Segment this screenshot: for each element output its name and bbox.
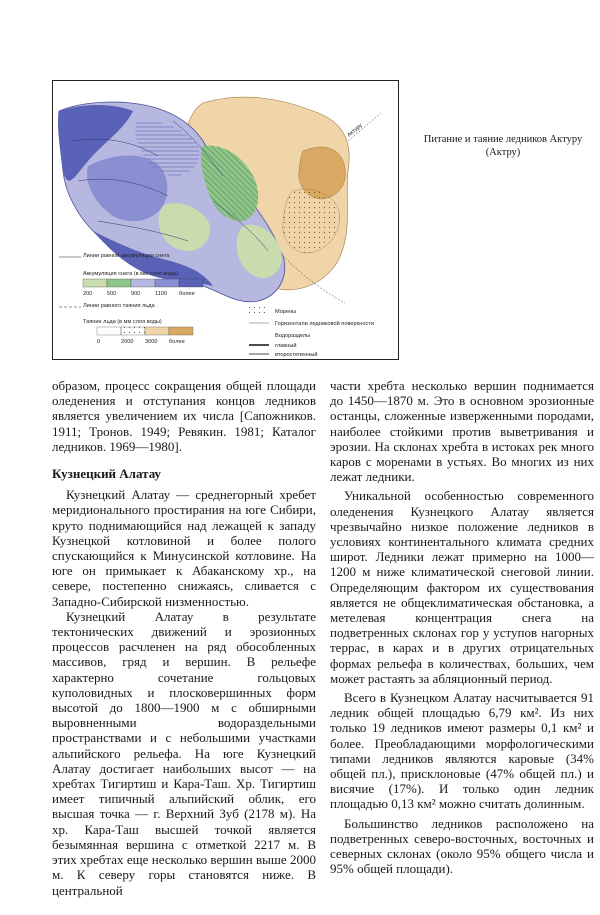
right-column — [330, 378, 594, 877]
melt-value-1: 0 — [97, 339, 101, 345]
left-paragraph-2: Кузнецкий Алатау в результате тектонических движений и эрозионных процессов расчленен на ряд обособленных массивов, гряд и вершин. В рельефе характерно сочетание гольцовых куполовидных и плосковершинных форм высотой до 1800—1900 м с обширными выровненными водораздельными пространствами и с небольшими участками альпийского рельефа. На юге Кузнецкий Алатау достигает наибольших высот — на хребтах Тигиртиш и Кара-Таш. Хр. Тигиртиш имеет типичный альпийский облик, его высшая точка — г. Верхний Зуб (2178 м). На хр. Кара-Таш высшей точкой является безымянная вершина с отметкой 2217 м. В этих хребтах еще несколько вершин выше 2000 м. К северу горы становятся ниже. В центральной — [52, 608, 316, 898]
melt-swatch-4 — [169, 327, 193, 335]
melt-swatch-2 — [121, 327, 145, 335]
legend-horizontals: Горизонтали ледниковой поверхности — [275, 321, 374, 327]
melt-value-2: 2000 — [121, 339, 134, 345]
right-paragraph-2: Всего в Кузнецком Алатау насчитывается 91 ледник общей площадью 6,79 км². Из них только 19 ледников имеют размеры 0,1 км² и более. Преобладающими морфологическими типами ледников являются каровые (34% общей пл.), присклоновые (47% общей пл.) и висячие (17%). И только один ледник площадью 0,13 км² можно считать долинным. — [330, 690, 594, 812]
legend-melting — [59, 303, 193, 345]
legend-moraines: Морены — [275, 309, 297, 315]
melt-swatch-3 — [145, 327, 169, 335]
legend-divide-main: главный — [275, 343, 297, 349]
melt-swatch-1 — [97, 327, 121, 335]
right-paragraph-3: Большинство ледников расположено на подветренных северо-восточных, восточных и северных склонах (около 95% общего числа и 95% общей площади). — [330, 815, 594, 877]
accum-swatch-1 — [83, 279, 107, 287]
legend-symbols — [249, 307, 374, 358]
right-paragraph-1: Уникальной особенностью современного оледенения Кузнецкого Алатау является чрезвычайно низкое положение ледников в условиях континентального климата средних широт. Ледники лежат примерно на 1000—1200 м ниже климатической снеговой линии. Определяющим фактором их существования является не общеклиматическая обстановка, а метелевая концентрация снега на подветренных склонах гор у уступов нагорных террас, в карах и в других отрицательных формах рельефа в количествах, больших, чем может растаять за абляционный период. — [330, 488, 594, 686]
moraine-symbol — [249, 307, 269, 314]
legend-melt-title: Таяние льда (в мм слоя воды) — [83, 319, 162, 325]
left-paragraph-1: Кузнецкий Алатау — среднегорный хребет меридионального простирания на юге Сибири, круто поднимающийся над лежащей к западу Кузнецкой котловиной и более полого спускающийся к Минусинской котловине. На юге он примыкает к Абаканскому хр., на севере, постепенно снижаясь, сливается с Западно-Сибирской низменностью. — [52, 487, 316, 609]
left-column — [52, 378, 316, 898]
accum-value-3: 900 — [131, 291, 141, 297]
accum-swatch-3 — [131, 279, 155, 287]
section-heading: Кузнецкий Алатау — [52, 466, 162, 482]
right-continued-paragraph: части хребта несколько вершин поднимается до 1450—1870 м. Это в основном эрозионные останцы, сложенные изверженными породами, наиболее стойкими против выветривания и эрозии. На склонах хребта в истоках рек много каров с моренами в устьях. Во многих из них лежат ледники. — [330, 378, 594, 485]
glacier-map — [53, 81, 398, 359]
figure-caption: Питание и таяние ледников Актуру (Актру) — [423, 134, 583, 158]
legend-melt-lines-label: Линии равного таяния льда — [83, 303, 155, 309]
left-continued-paragraph: образом, процесс сокращения общей площади оледенения и отступания концов ледников является увеличением их числа [Сапожников. 1911; Тронов. 1949; Ревякин. 1981; Каталог ледников. 1969—1980]. — [52, 378, 316, 454]
legend-accum-title: Аккумуляция снега (в мм слоя воды) — [83, 271, 179, 277]
accum-swatch-5 — [179, 279, 203, 287]
accum-swatch-2 — [107, 279, 131, 287]
accum-value-1: 200 — [83, 291, 93, 297]
legend-divides: Водоразделы — [275, 333, 311, 339]
glacier-map-figure — [52, 80, 399, 360]
legend-divide-secondary: второстепенный — [275, 352, 318, 358]
accum-value-2: 500 — [107, 291, 117, 297]
accum-value-5: более — [179, 291, 195, 297]
accum-value-4: 1100 — [155, 291, 168, 297]
melt-value-3: 3000 — [145, 339, 158, 345]
accum-swatch-4 — [155, 279, 179, 287]
legend-accum-lines-label: Линии равной аккумуляции снега — [83, 253, 170, 259]
river-label: Актуру — [346, 122, 364, 139]
melt-value-4: более — [169, 339, 185, 345]
